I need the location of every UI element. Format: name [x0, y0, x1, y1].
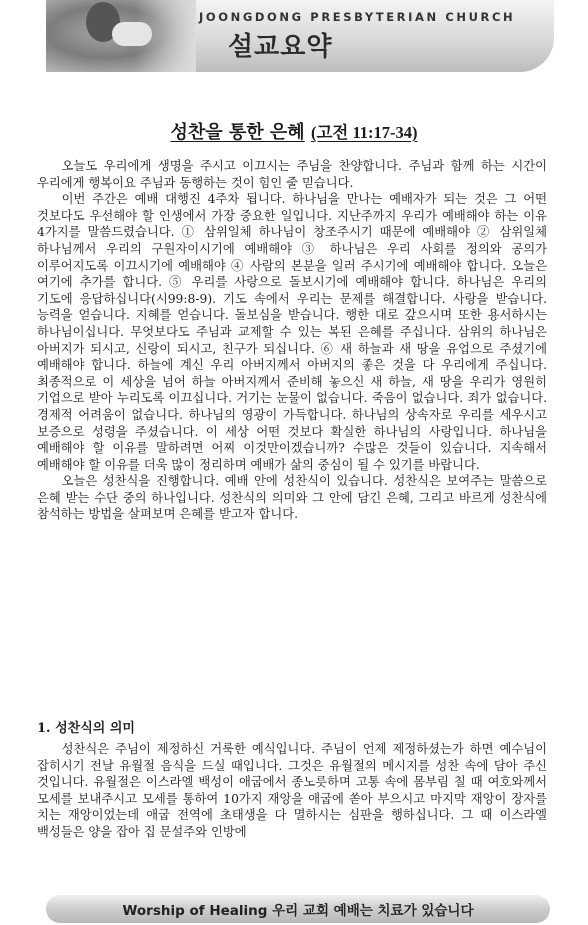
header-banner	[46, 0, 554, 72]
section-title: 설교요약	[228, 32, 333, 62]
paragraph-intro: 오늘도 우리에게 생명을 주시고 이끄시는 주님을 찬양합니다. 주님과 함께 하는 시간이 우리에게 행복이요 주님과 동행하는 것이 힘인 줄 믿습니다.	[37, 159, 547, 190]
sermon-title-main: 성찬을 통한 은혜	[170, 122, 305, 143]
paragraph-communion-intro: 오늘은 성찬식을 진행합니다. 예배 안에 성찬식이 있습니다. 성찬식은 보여주는 말씀으로 은혜 받는 수단 중의 하나입니다. 성찬식의 의미와 그 안에 담긴 은혜, 그리고 바르게 성찬식에 참석하는 방법을 살펴보며 은혜를 받고자 합니다.	[37, 474, 547, 522]
section-1-body	[37, 741, 547, 841]
praying-woman-photo	[46, 0, 196, 72]
paragraph-communion-meaning: 성찬식은 주님이 제정하신 거룩한 예식입니다. 주님이 언제 제정하셨는가 하면 예수님이 잡히시기 전날 유월절 음식을 드실 때입니다. 그것은 유월절의 메시지를 성찬 속에 담아 주신 것입니다. 유월절은 이스라엘 백성이 애굽에서 종노릇하며 고통 속에 몸부림 칠 때 여호와께서 모세를 보내주시고 모세를 통하여 10가지 재앙을 애굽에 쏟아 부으시고 마지막 재앙이 장자를 치는 재앙이었는데 애굽 전역에 초태생을 다 멸하시는 심판을 행하십니다. 그 때 이스라엘 백성들은 양을 잡아 집 문설주와 인방에	[37, 742, 547, 839]
sermon-title	[0, 118, 588, 144]
sermon-scripture-reference: (고전 11:17-34)	[310, 123, 418, 142]
footer-banner	[46, 895, 550, 923]
section-heading-1: 1. 성찬식의 의미	[37, 721, 135, 736]
footer-slogan: Worship of Healing 우리 교회 예배는 치료가 있습니다	[122, 903, 474, 919]
photo-fade	[136, 0, 196, 72]
church-name: JOONGDONG PRESBYTERIAN CHURCH	[199, 10, 516, 24]
sermon-body	[37, 158, 547, 523]
paragraph-worship-reasons: 이번 주간은 예배 대행진 4주차 됩니다. 하나님을 만나는 예배자가 되는 것은 그 어떤 것보다도 우선해야 할 인생에서 가장 중요한 일입니다. 지난주까지 우리가 예배해야 하는 이유 4가지를 말씀드렸습니다. ① 삼위일체 하나님이 창조주시기 때문에 예배해야 ② 삼위일체 하나님께서 우리의 구원자이시기에 예배해야 ③ 하나님은 우리 사회를 정의와 공의가 이루어지도록 이끄시기에 예배해야 ④ 사람의 본분을 일러 주시기에 예배해야 합니다. 오늘은 여기에 추가를 합니다. ⑤ 우리를 사랑으로 돌보시기에 예배해야 합니다. 하나님은 우리의 기도에 응답하십니다(시99:8-9). 기도 속에서 우리는 문제를 해결합니다. 사랑을 받습니다. 능력을 얻습니다. 지혜를 얻습니다. 돌보심을 받습니다. 행한 대로 갚으시며 또한 용서하시는 하나님이십니다. 무엇보다도 주님과 교제할 수 있는 복된 은혜를 주십니다. 삼위의 하나님은 아버지가 되시고, 신랑이 되시고, 친구가 되십니다. ⑥ 새 하늘과 새 땅을 유업으로 주셨기에 예배해야 합니다. 하늘에 계신 우리 아버지께서 아버지의 좋은 것을 다 우리에게 주십니다. 최종적으로 이 세상을 넘어 하늘 아버지께서 준비해 놓으신 새 하늘, 새 땅을 우리가 영원히 기업으로 받아 누리도록 이끄십니다. 거기는 눈물이 없습니다. 죽음이 없습니다. 죄가 없습니다. 경제적 어려움이 없습니다. 하나님의 영광이 가득합니다. 하나님의 상속자로 우리를 세우시고 보증으로 성령을 주셨습니다. 이 세상 어떤 것보다 확실한 하나님의 사랑입니다. 하나님을 예배해야 할 이유를 말하려면 어찌 이것만이겠습니까? 수많은 것들이 있습니다. 지속해서 예배해야 할 이유를 더욱 많이 정리하며 예배가 삶의 중심이 될 수 있기를 바랍니다.	[37, 192, 547, 472]
